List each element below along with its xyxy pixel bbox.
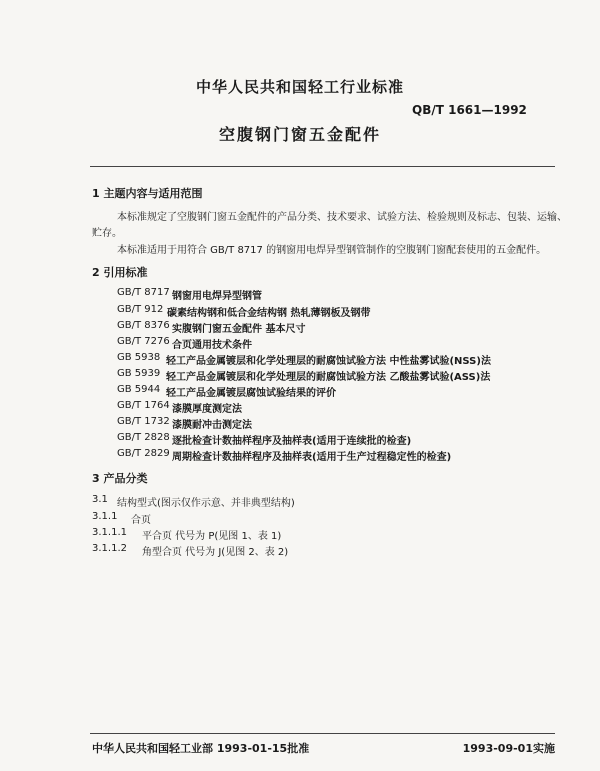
- clause-text: 结构型式(图示仅作示意、并非典型结构): [117, 498, 295, 509]
- ref-title: 漆膜耐冲击测定法: [172, 420, 252, 431]
- ref-code: GB/T 1764: [117, 400, 170, 411]
- footer-rule: [90, 733, 555, 734]
- section-1-paragraph-1-cont: 贮存。: [92, 228, 122, 239]
- clause-number: 3.1.1: [92, 511, 118, 522]
- ref-title: 碳素结构钢和低合金结构钢 热轧薄钢板及钢带: [167, 308, 371, 319]
- document-title: 空腹钢门窗五金配件: [218, 125, 381, 144]
- ref-code: GB 5944: [117, 384, 161, 395]
- section-1-paragraph-2: 本标准适用于用符合 GB/T 8717 的钢窗用电焊异型钢管制作的空腹钢门窗配套使用的五金配件。: [117, 245, 547, 256]
- section-2-heading: 2 引用标准: [92, 266, 148, 279]
- ref-code: GB/T 912: [117, 304, 164, 315]
- ref-code: GB 5938: [117, 352, 161, 363]
- issuer-title: 中华人民共和国轻工行业标准: [195, 78, 404, 96]
- ref-code: GB/T 8717: [117, 287, 170, 298]
- section-1-heading: 1 主题内容与适用范围: [92, 187, 203, 200]
- approval-note: 中华人民共和国轻工业部 1993-01-15批准: [92, 742, 310, 755]
- ref-title: 钢窗用电焊异型钢管: [172, 291, 262, 302]
- clause-text: 角型合页 代号为 J(见图 2、表 2): [142, 547, 289, 558]
- ref-title: 实腹钢门窗五金配件 基本尺寸: [172, 324, 306, 335]
- implementation-date: 1993-09-01实施: [462, 742, 555, 755]
- standard-code: QB/T 1661—1992: [412, 103, 527, 117]
- ref-code: GB/T 2828: [117, 432, 170, 443]
- ref-title: 合页通用技术条件: [172, 340, 252, 351]
- ref-title: 轻工产品金属镀层和化学处理层的耐腐蚀试验方法 乙酸盐雾试验(ASS)法: [166, 372, 491, 383]
- clause-number: 3.1.1.1: [92, 527, 127, 538]
- ref-code: GB/T 1732: [117, 416, 170, 427]
- ref-title: 轻工产品金属镀层腐蚀试验结果的评价: [166, 388, 336, 399]
- clause-text: 平合页 代号为 P(见图 1、表 1): [142, 531, 282, 542]
- clause-number: 3.1.1.2: [92, 543, 127, 554]
- ref-title: 周期检查计数抽样程序及抽样表(适用于生产过程稳定性的检查): [172, 452, 452, 463]
- clause-text: 合页: [131, 515, 151, 526]
- ref-title: 轻工产品金属镀层和化学处理层的耐腐蚀试验方法 中性盐雾试验(NSS)法: [166, 356, 491, 367]
- header-rule: [90, 166, 555, 167]
- section-3-heading: 3 产品分类: [92, 472, 148, 485]
- ref-code: GB/T 2829: [117, 448, 170, 459]
- ref-code: GB/T 7276: [117, 336, 170, 347]
- section-1-paragraph-1: 本标准规定了空腹钢门窗五金配件的产品分类、技术要求、试验方法、检验规则及标志、包装、运输、: [117, 212, 567, 223]
- clause-number: 3.1: [92, 494, 108, 505]
- ref-title: 逐批检查计数抽样程序及抽样表(适用于连续批的检查): [172, 436, 412, 447]
- ref-title: 漆膜厚度测定法: [172, 404, 242, 415]
- ref-code: GB 5939: [117, 368, 161, 379]
- ref-code: GB/T 8376: [117, 320, 170, 331]
